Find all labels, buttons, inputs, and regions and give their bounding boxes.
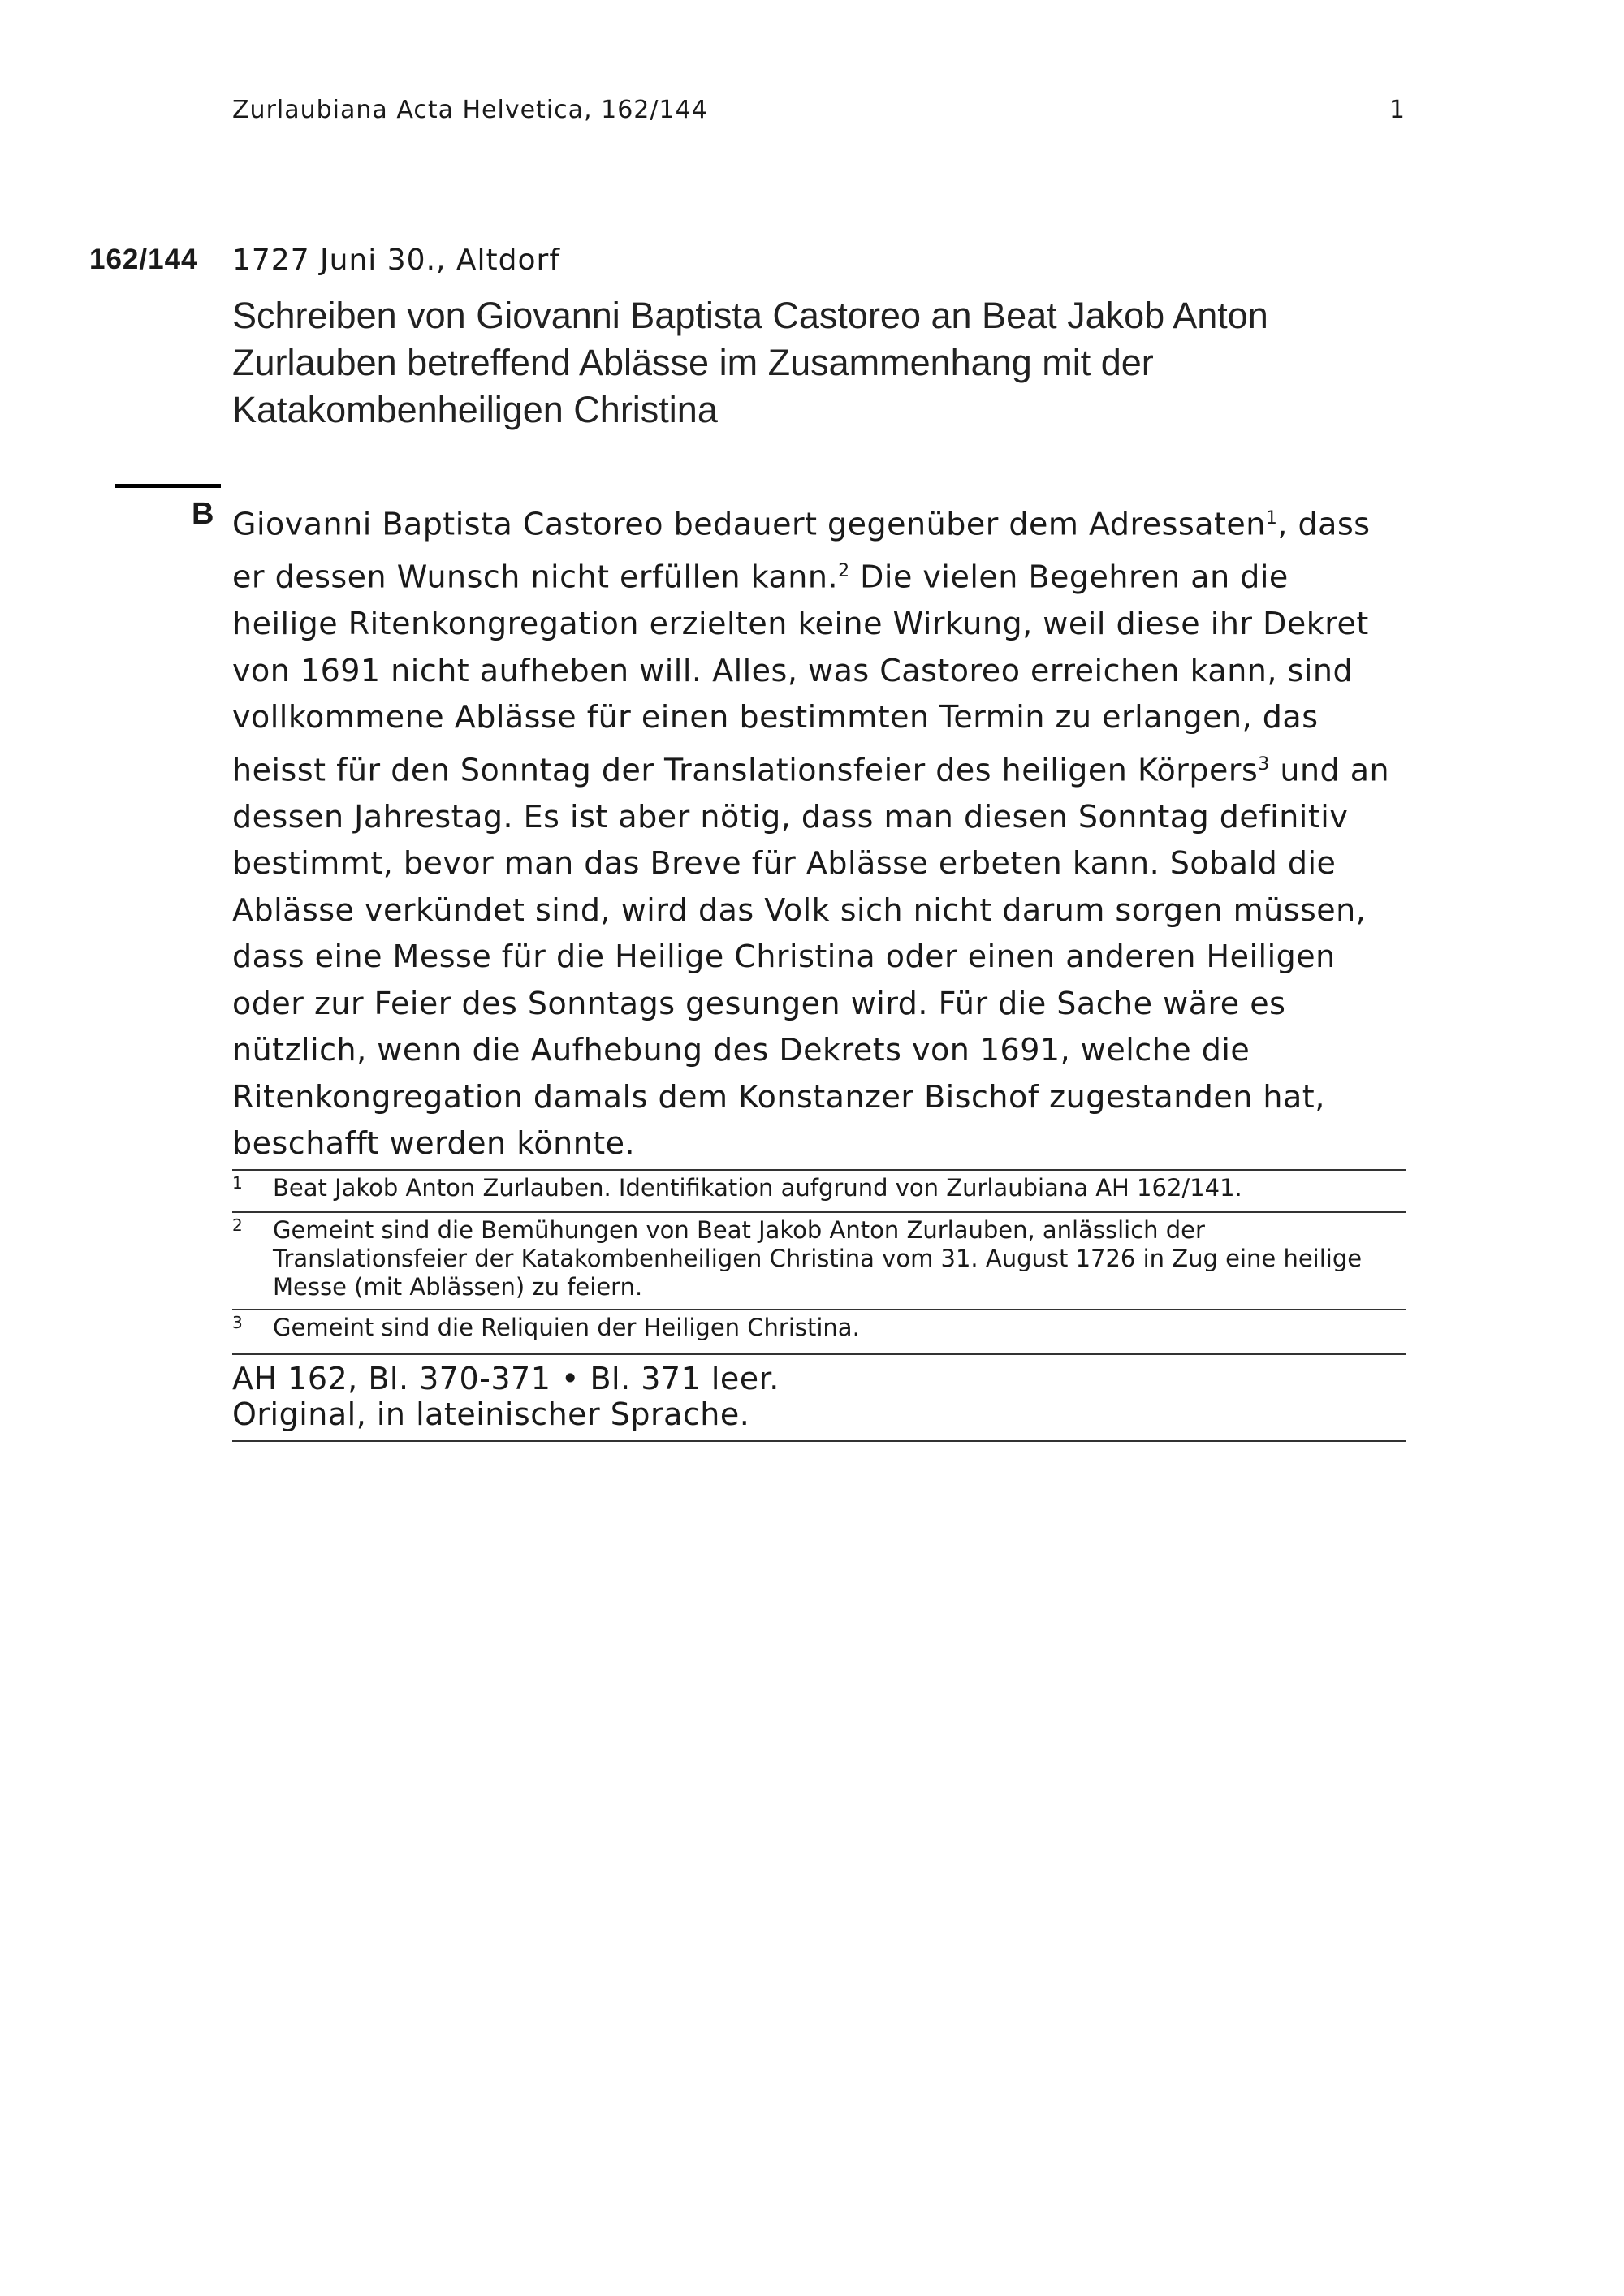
footnote-ref-1[interactable]: 1 (1265, 508, 1278, 529)
section-marker-rule (115, 484, 221, 488)
running-title: Zurlaubiana Acta Helvetica, 162/144 (232, 96, 708, 124)
summary-text-1: Giovanni Baptista Castoreo bedauert gegenüber dem Adressaten (232, 506, 1266, 542)
footnote-2 (232, 1216, 1406, 1301)
page-number: 1 (1389, 96, 1405, 124)
footnote-number: 2 (232, 1215, 243, 1235)
footnote-number: 3 (232, 1313, 243, 1332)
footnote-3 (232, 1314, 1406, 1342)
source-rule-top (232, 1353, 1406, 1355)
footnote-1 (232, 1174, 1406, 1202)
footnote-rule (232, 1211, 1406, 1213)
footnote-text: Gemeint sind die Bemühungen von Beat Jakob Anton Zurlauben, anlässlich der Translationsfeier der Katakombenheiligen Christina vom 31. August 1726 in Zug eine heilige Messe (mit Ablässen) zu feiern. (273, 1216, 1363, 1301)
summary-text-4: und an dessen Jahrestag. Es ist aber nötig, dass man diesen Sonntag definitiv bestimmt, bevor man das Breve für Ablässe erbeten kann. Sobald die Ablässe verkündet sind, wird das Volk sich nicht darum sorgen müssen, dass eine Messe für die Heilige Christina oder einen anderen Heiligen oder zur Feier des Sonntags gesungen wird. Für die Sache wäre es nützlich, wenn die Aufhebung des Dekrets von 1691, welche die Ritenkongregation damals dem Konstanzer Bischof zugestanden hat, beschafft werden könnte. (232, 752, 1390, 1162)
footnote-rule (232, 1169, 1406, 1171)
source-line-1: AH 162, Bl. 370-371 • Bl. 371 leer. (232, 1361, 780, 1396)
source-line-2: Original, in lateinischer Sprache. (232, 1396, 750, 1432)
footnote-text: Gemeint sind die Reliquien der Heiligen Christina. (273, 1314, 860, 1341)
summary-text-2: , dass er dessen Wunsch nicht erfüllen kann. (232, 506, 1371, 595)
footnote-ref-2[interactable]: 2 (838, 561, 850, 582)
summary-text-3: Die vielen Begehren an die heilige Ritenkongregation erzielten keine Wirkung, weil diese ihr Dekret von 1691 nicht aufheben will. Alles, was Castoreo erreichen kann, sind vollkommene Ablässe für einen bestimmten Termin zu erlangen, das heisst für den Sonntag der Translationsfeier des heiligen Körpers (232, 559, 1369, 788)
source-note (232, 1361, 1406, 1432)
footnote-text: Beat Jakob Anton Zurlauben. Identifikation aufgrund von Zurlaubiana AH 162/141. (273, 1174, 1242, 1202)
source-rule-bottom (232, 1440, 1406, 1442)
footnote-ref-3[interactable]: 3 (1258, 753, 1270, 775)
document-number: 162/144 (89, 244, 198, 275)
footnote-rule (232, 1309, 1406, 1310)
document-title: Schreiben von Giovanni Baptista Castoreo an Beat Jakob Anton Zurlauben betreffend Ablässe im Zusammenhang mit der Katakombenheiligen Christina (232, 295, 1268, 430)
section-marker-letter: B (192, 497, 214, 531)
document-summary (232, 495, 1402, 1167)
footnote-number: 1 (232, 1173, 243, 1193)
document-date-place: 1727 Juni 30., Altdorf (232, 244, 560, 277)
